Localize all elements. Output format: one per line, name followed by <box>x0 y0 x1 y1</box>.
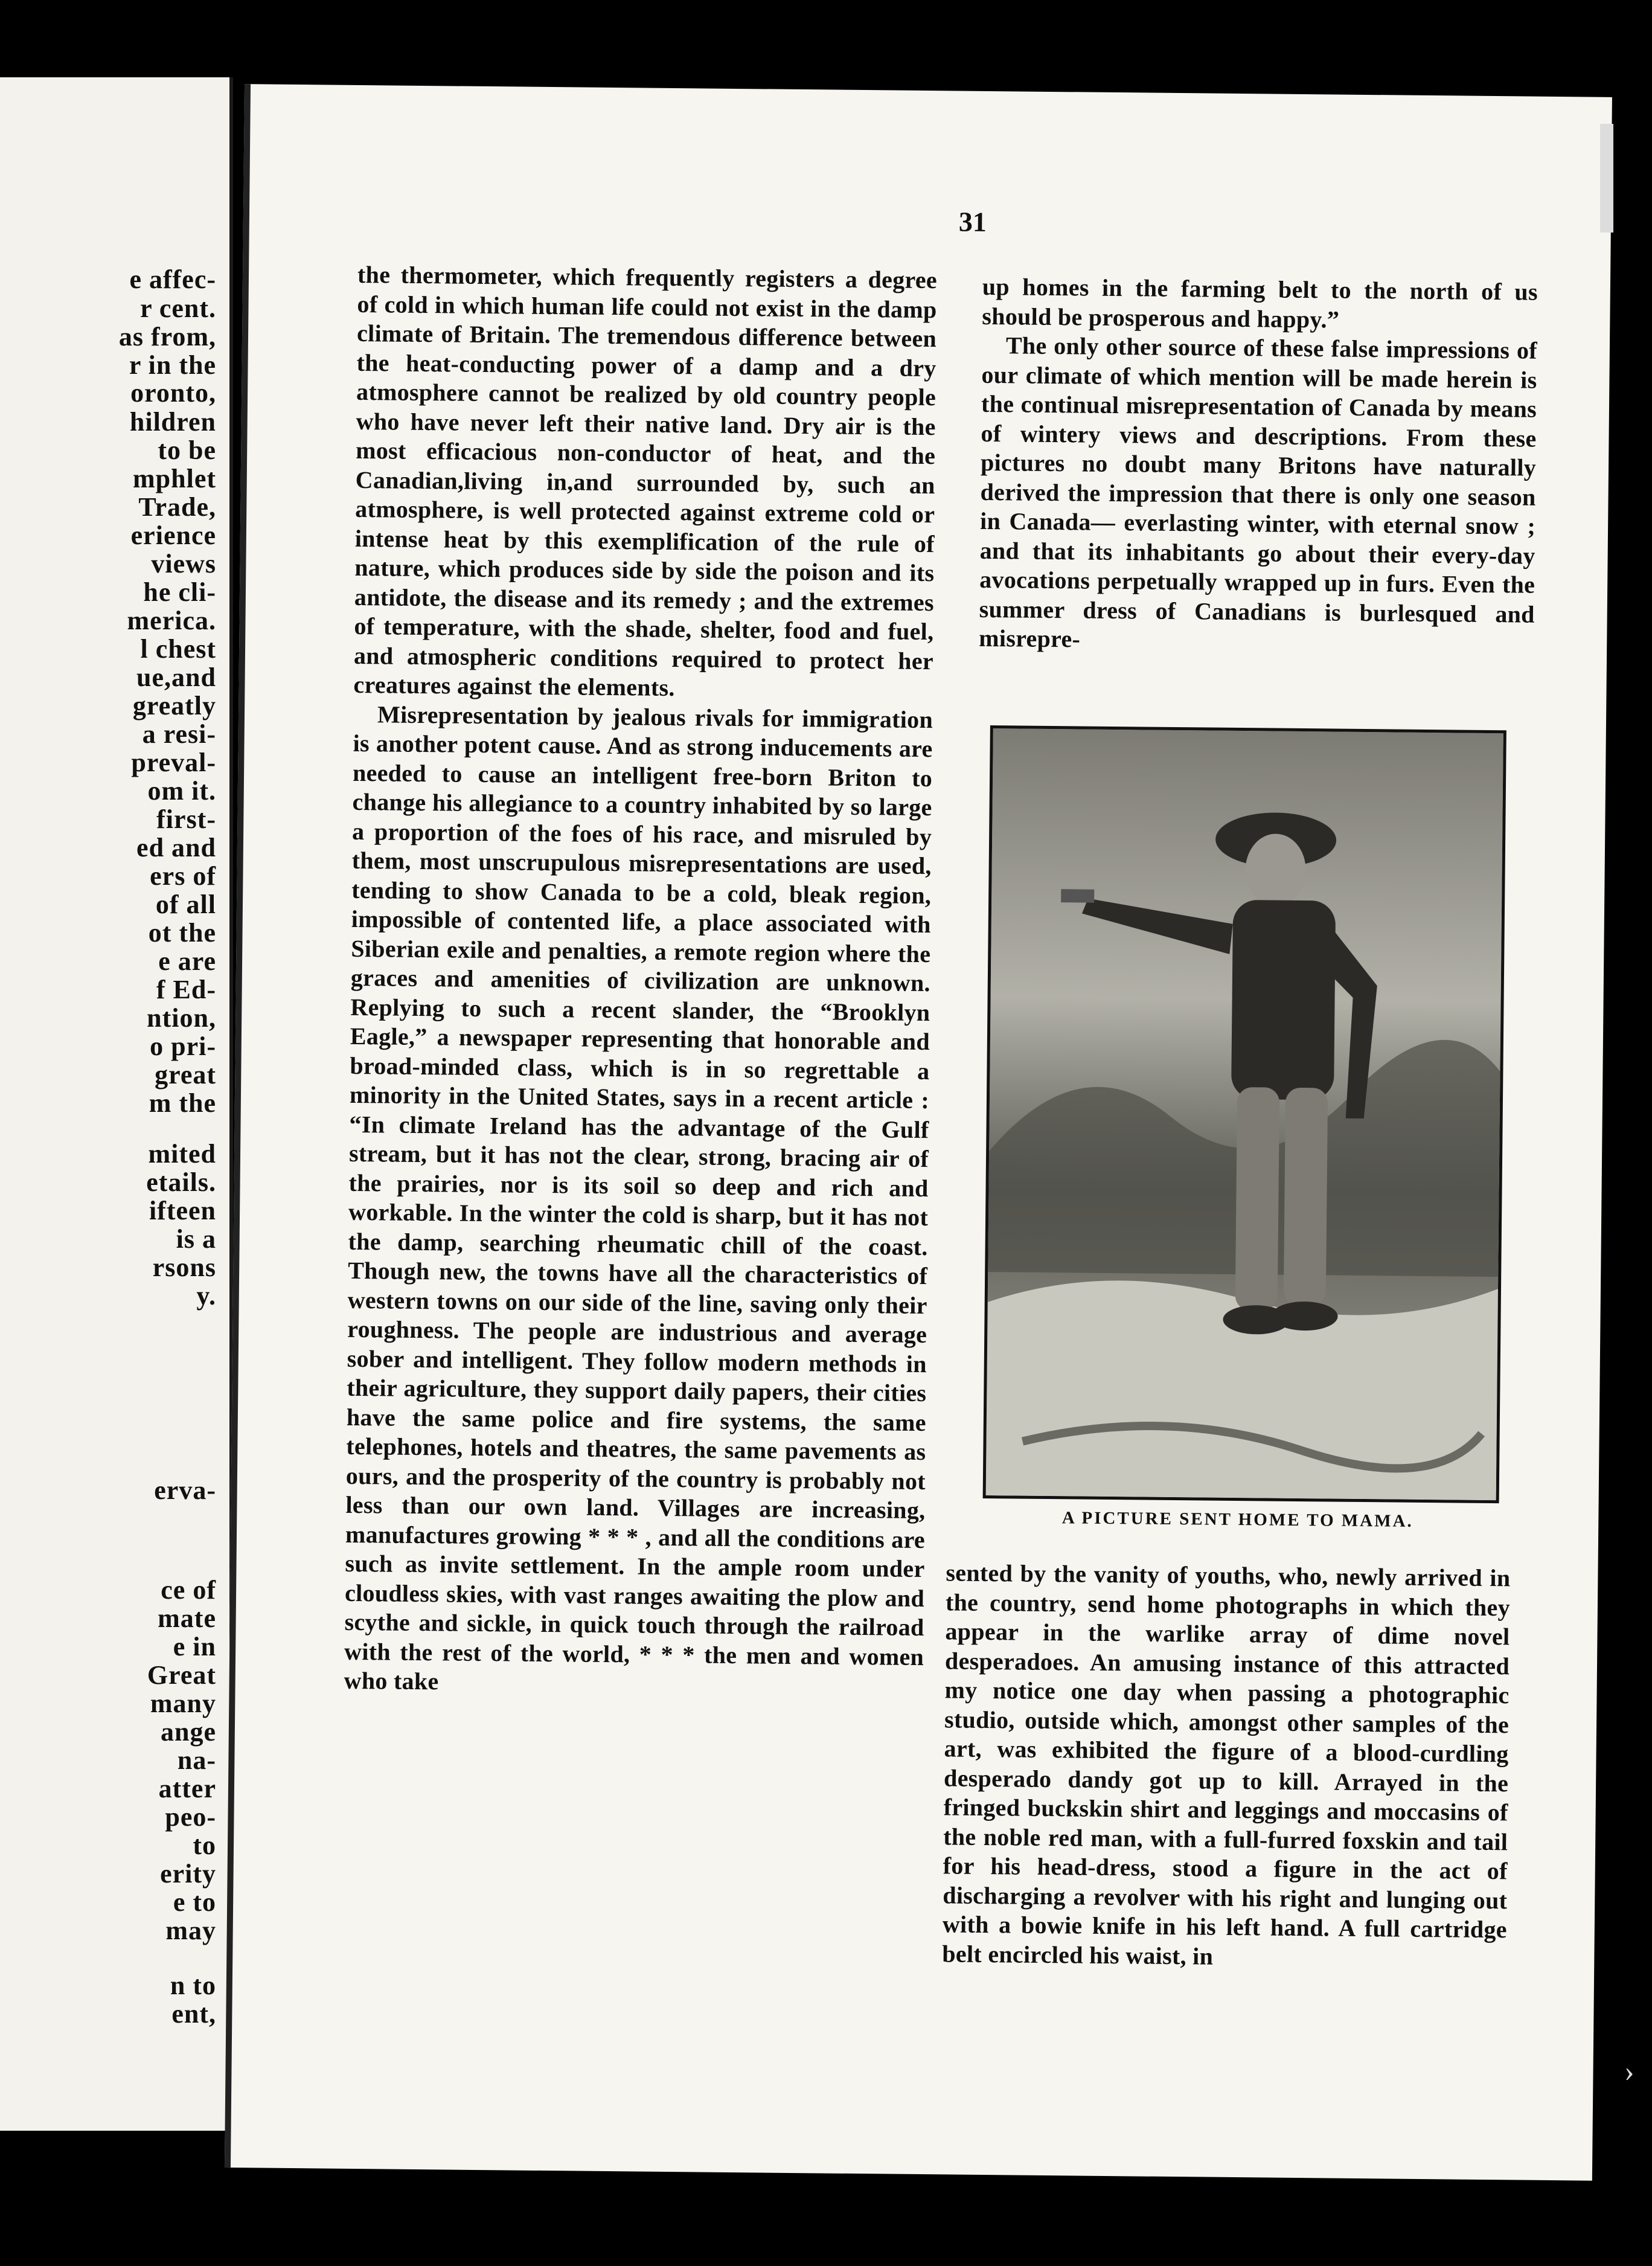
left-page-fragment: ed and <box>136 833 216 862</box>
page-edge-mark <box>1600 124 1613 233</box>
left-page-fragment: he cli- <box>143 577 216 607</box>
left-page-fragment: great <box>155 1060 216 1090</box>
left-page-fragment: f Ed- <box>156 975 216 1004</box>
paragraph-homes: up homes in the farming belt to the north of us should be prosperous and happy.” <box>982 272 1538 333</box>
left-page-fragment: mate <box>158 1603 216 1633</box>
photograph-desperado <box>983 725 1506 1503</box>
left-page-fragment: mited <box>148 1139 216 1169</box>
paragraph-vanity: sented by the vanity of youths, who, newly arrived in the country, send home photographs in which they appear in the warlike array of dime novel desperadoes. An amusing instance of this attracted my notice one day when passing a photographic studio, outside which, amongst other samples of the art, was exhibited the figure of a blood-curdling desperado dandy got up to kill. Arrayed in the fringed buckskin shirt and leggings and moccasins of the noble red man, with a full-furred foxskin and tail for his head-dress, stood a figure in the act of discharging a revolver with his right and lunging out with a bowie knife in his left hand. A full cartridge belt encircled his waist, in <box>942 1559 1511 1970</box>
left-page-fragment: Trade, <box>138 492 216 522</box>
left-page-fragment: om it. <box>147 776 216 806</box>
left-page-fragment: ent, <box>171 1999 216 2029</box>
left-page-fragment: as from, <box>118 322 216 351</box>
left-page-fragment: atter <box>158 1774 216 1803</box>
left-page-fragment: is a <box>176 1224 216 1254</box>
left-page-fragment: erva- <box>154 1475 216 1505</box>
left-page-fragment: etails. <box>146 1167 216 1197</box>
left-page-fragment: to <box>193 1831 216 1860</box>
left-page-fragment: ers of <box>150 861 216 891</box>
right-page <box>225 84 1612 2181</box>
left-page-fragment: of all <box>155 890 216 919</box>
left-page-fragment: y. <box>196 1281 216 1311</box>
left-page-fragment: e in <box>173 1632 216 1661</box>
left-page-fragment: a resi- <box>142 719 216 749</box>
left-page-fragment: ot the <box>148 918 216 948</box>
left-page-fragment: views <box>151 549 216 579</box>
arrow-glyph: › <box>1624 2054 1634 2088</box>
left-page-fragment: peo- <box>165 1802 216 1832</box>
left-page-fragment: ifteen <box>149 1196 216 1225</box>
left-page-fragment: Great <box>147 1660 216 1690</box>
left-page-fragment: ce of <box>161 1575 216 1605</box>
photo-caption: A PICTURE SENT HOME TO MAMA. <box>1061 1508 1413 1531</box>
left-page-fragment: first- <box>156 804 216 834</box>
left-page-fragment: r in the <box>129 350 216 380</box>
left-page-fragment: hildren <box>129 407 216 437</box>
left-page-fragment: ange <box>161 1717 216 1747</box>
left-page-fragment: o pri- <box>150 1032 216 1061</box>
right-column-top <box>979 272 1538 658</box>
left-page-fragment: merica. <box>127 606 216 635</box>
left-page-fragment: ntion, <box>147 1003 216 1033</box>
left-page-fragment: oronto, <box>130 378 216 408</box>
left-page-fragment: mphlet <box>133 464 216 493</box>
left-page-fragment: m the <box>149 1088 216 1118</box>
left-page-fragment: e are <box>158 946 216 976</box>
photo-illustration <box>986 728 1503 1500</box>
left-page-fragment: l chest <box>140 634 216 664</box>
left-page-fragment: erity <box>160 1859 216 1889</box>
left-page-fragment: preval- <box>131 748 216 777</box>
right-column-bottom <box>942 1558 1510 1974</box>
paragraph-misrepresentation: Misrepresentation by jealous rivals for immigration is another potent cause. And as strong inducements are needed to cause an intelligent free-born Briton to change his allegiance to a country inhabited by so large a proportion of the foes of his race, and misruled by them, most unscrupulous misrepresentations are used, tending to show Canada to be a cold, bleak region, impossible of contented life, a place associated with Siberian exile and penalties, a remote region where the graces and amenities of civilization are unknown. Replying to such a recent slander, the “Brooklyn Eagle,” a newspaper representing that honorable and broad-minded class, which is in so regrettable a minority in the United States, says in a recent article : “In climate Ireland has the advantage of the Gulf stream, but it has not the clear, strong, bracing air of the prairies, nor is its soil so deep and rich and workable. In the winter the cold is sharp, but it has not the damp, searching rheumatic chill of the coast. Though new, the towns have all the characteristics of western towns on our side of the line, saving only their roughness. The people are industrious and average sober and intelligent. They follow modern methods in their agriculture, they support daily papers, their cities have the same police and fire systems, the same telephones, hotels and theatres, the same pavements as ours, and the prosperity of the country is probably not less than our own land. Villages are increasing, manufactures growing * * * , and all the conditions are such as invite settlement. In the ample room under cloudless skies, with vast ranges awaiting the plow and scythe and sickle, in quick touch through the railroad with the rest of the world, * * * the men and women who take <box>344 700 933 1695</box>
page-number: 31 <box>958 206 987 237</box>
left-page-fragment: n to <box>170 1971 216 2000</box>
left-column <box>344 260 937 1701</box>
paragraph-false-impressions: The only other source of these false impressions of our climate of which mention will be made herein is the continual misrepresentation of Canada by means of wintery views and descriptions. From these pictures no doubt many Britons have naturally derived the impression that there is only one season in Canada— everlasting winter, with eternal snow ; and that its inhabitants go about their every-day avocations perpetually wrapped up in furs. Even the summer dress of Canadians is burlesqued and misrepre- <box>979 332 1538 653</box>
paragraph-thermometer: the thermometer, which frequently registers a degree of cold in which human life could not exist in the damp climate of Britain. The tremendous difference between the heat-conducting power of a damp and a dry atmosphere cannot be realized by old country people who have never left their native land. Dry air is the most efficacious non-conductor of heat, and the Canadian,living in,and surrounded by, such an atmosphere, is well protected against extreme cold or intense heat by this exemplification of the rule of nature, which produces side by side the poison and its antidote, the disease and its remedy ; and the extremes of temperature, with the shade, shelter, food and fuel, and atmospheric conditions required to protect her creatures against the elements. <box>353 260 938 702</box>
left-page-fragment: erience <box>130 521 216 550</box>
left-page-fragment: may <box>165 1916 216 1945</box>
left-page-fragment: greatly <box>132 691 216 721</box>
left-page-fragment: rsons <box>152 1253 216 1282</box>
left-page-edge <box>0 77 233 2131</box>
left-page-fragment: to be <box>158 435 216 465</box>
left-page-fragment: e to <box>173 1887 216 1917</box>
left-page-fragment: many <box>150 1689 216 1718</box>
left-page-fragment: r cent. <box>140 294 216 323</box>
left-page-fragment: ue,and <box>136 663 216 692</box>
left-page-fragment: na- <box>177 1745 216 1775</box>
left-page-fragment: e affec- <box>129 265 216 294</box>
